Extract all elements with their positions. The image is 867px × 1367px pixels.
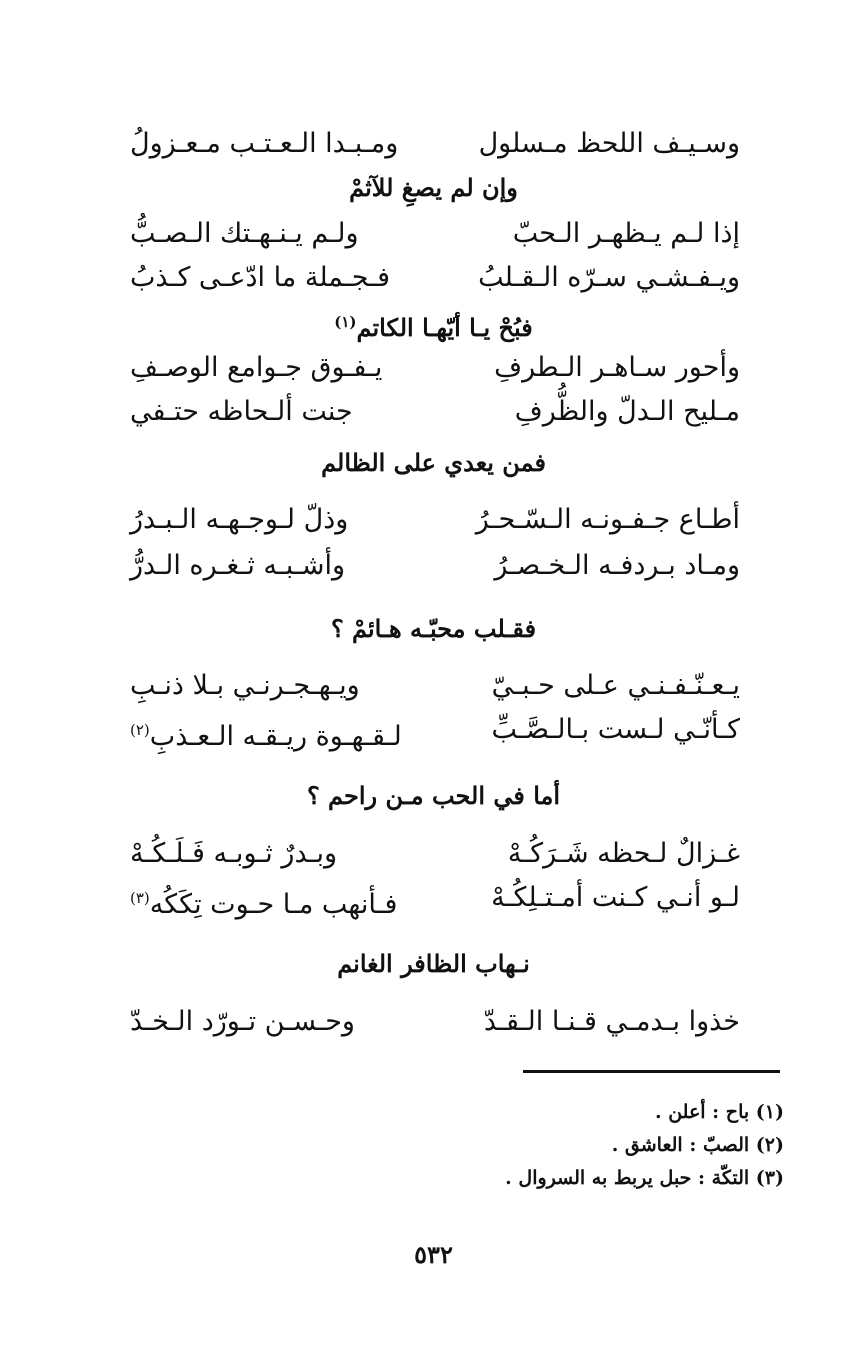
stanza-refrain (0, 776, 867, 816)
footnote-item (505, 1096, 784, 1129)
verse-line (130, 664, 740, 708)
refrain-text: نـهاب الظافر الغانم (337, 949, 530, 978)
refrain-text: فمن يعدي على الظالم (321, 448, 546, 477)
verse-second-hemistich (130, 708, 402, 759)
stanza-refrain (0, 443, 867, 483)
page-number: ٥٣٢ (414, 1240, 453, 1269)
footnote-item (505, 1162, 784, 1195)
refrain-text: فقـلب محبّـه هـائمْ ؟ (330, 614, 537, 643)
stanza-refrain (0, 168, 867, 208)
refrain-text: فبُحْ يـا أيّهـا الكاتم (356, 313, 533, 342)
footnote-number: (١) (755, 1101, 784, 1123)
verse-first-hemistich: غـزالٌ لـحظه شَـرَكُـهْ (507, 838, 740, 869)
verse-line (130, 390, 740, 434)
verse-first-hemistich: لـو أنـي كـنت أمـتـلِكُـهْ (491, 882, 740, 913)
refrain-text: أما في الحب مـن راحم ؟ (306, 781, 561, 810)
footnote-text: باح : أعلن . (654, 1101, 750, 1123)
verse-line (130, 544, 740, 588)
footnote-text: الصبّ : العاشق . (611, 1134, 750, 1156)
verse-line (130, 1000, 740, 1044)
verse-line (130, 708, 740, 752)
verse-first-hemistich: إذا لـم يـظهـر الـحبّ (512, 218, 740, 249)
verse-first-hemistich: أطـاع جـفـونـه الـسّـحـرُ (475, 504, 740, 535)
verse-first-hemistich: كـأنّـي لـست بـالـصَّـبِّ (491, 714, 740, 745)
footnote-number: (٣) (755, 1167, 784, 1189)
footnote-separator-rule (523, 1070, 780, 1073)
verse-second-hemistich: وذلّ لـوجـهـه الـبـدرُ (130, 504, 349, 535)
verse-first-hemistich: وسـيـف اللحظ مـسلول (478, 128, 740, 159)
verse-line (130, 256, 740, 300)
verse-second-hemistich: وأشـبـه ثـغـره الـدرُّ (130, 550, 346, 581)
footnote-item (505, 1129, 784, 1162)
stanza-refrain (0, 944, 867, 984)
verse-first-hemistich: ومـاد بـردفـه الـخـصـرُ (494, 550, 740, 581)
verse-second-hemistich: وحـسـن تـورّد الـخـدّ (130, 1006, 355, 1037)
refrain-text: وإن لم يصغِ للآثمْ (349, 173, 518, 202)
footnote-marker: (٣) (130, 889, 150, 907)
verse-first-hemistich: خذوا بـدمـي قـنـا الـقـدّ (483, 1006, 740, 1037)
verse-second-hemistich: ويـهـجـرنـي بـلا ذنـبِ (130, 670, 360, 701)
verse-second-hemistich: يـفـوق جـوامع الوصـفِ (130, 352, 383, 383)
verse-second-hemistich: جنت ألـحاظه حتـفي (130, 396, 353, 427)
verse-first-hemistich: وأحور سـاهـر الـطرفِ (494, 352, 740, 383)
verse-first-hemistich: يـعـنّـفـنـي عـلى حـبـيّ (491, 670, 740, 701)
footnote-marker: (١) (334, 313, 357, 331)
verse-second-hemistich: ولـم يـنـهـتك الـصـبُّ (130, 218, 359, 249)
verse-line (130, 212, 740, 256)
verse-second-hemistich: ومـبـدا الـعـتـب مـعـزولُ (130, 128, 399, 159)
verse-first-hemistich: ويـفـشـي سـرّه الـقـلبُ (478, 262, 740, 293)
verse-line (130, 346, 740, 390)
footnote-text: التكّة : حبل يربط به السروال . (505, 1167, 750, 1189)
hemistich-text: لـقـهـوة ريـقـه الـعـذبِ (149, 721, 402, 752)
footnote-number: (٢) (755, 1134, 784, 1156)
stanza-refrain (0, 609, 867, 649)
verse-line (130, 498, 740, 542)
footnotes (505, 1096, 784, 1195)
verse-line (130, 122, 740, 166)
verse-second-hemistich: فـجـملة ما ادّعـى كـذبُ (130, 262, 391, 293)
verse-first-hemistich: مـليح الـدلّ والظُّرفِ (514, 396, 740, 427)
verse-line (130, 832, 740, 876)
verse-second-hemistich: وبـدرٌ ثـوبـه فَـلَـكُـهْ (130, 838, 338, 869)
footnote-marker: (٢) (130, 721, 150, 739)
verse-line (130, 876, 740, 920)
verse-second-hemistich (130, 876, 397, 927)
hemistich-text: فـأنهب مـا حـوت تِكَكُه (149, 889, 398, 920)
stanza-refrain (0, 302, 867, 348)
